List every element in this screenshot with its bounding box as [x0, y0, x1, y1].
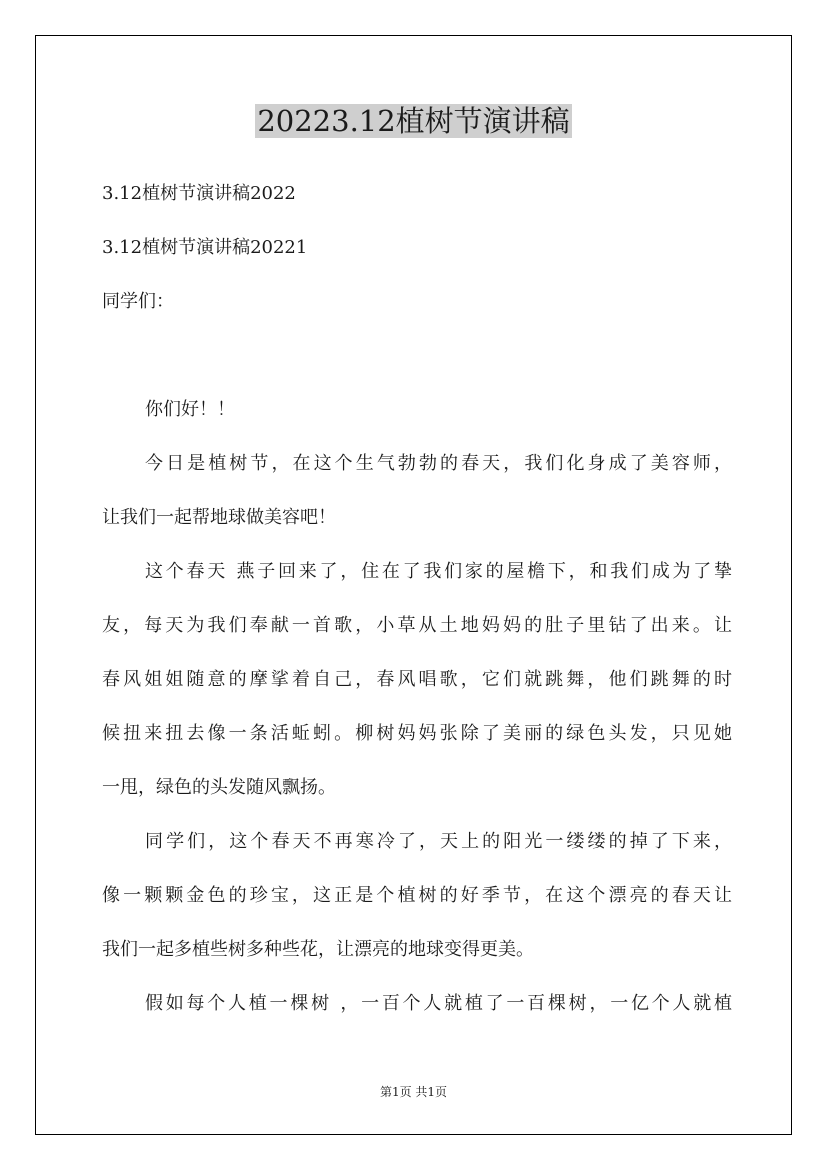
page-footer: 第1页 共1页 — [379, 1085, 448, 1099]
paragraph-line: 友，每天为我们奉献一首歌，小草从土地妈妈的肚子里钻了出来。让 — [102, 615, 732, 636]
greeting: 你们好！！ — [145, 399, 235, 420]
document-title-text: 20223.12植树节演讲稿 — [257, 104, 570, 138]
paragraph-line: 像一颗颗金色的珍宝，这正是个植树的好季节，在这个漂亮的春天让 — [102, 885, 732, 906]
paragraph-line: 候扭来扭去像一条活蚯蚓。柳树妈妈张除了美丽的绿色头发，只见她 — [102, 723, 732, 744]
paragraph-line: 这个春天 燕子回来了，住在了我们家的屋檐下，和我们成为了挚 — [145, 561, 732, 582]
paragraph-line: 今日是植树节，在这个生气勃勃的春天，我们化身成了美容师， — [145, 453, 732, 474]
paragraph-line: 春风姐姐随意的摩挲着自己，春风唱歌，它们就跳舞，他们跳舞的时 — [102, 669, 732, 690]
subtitle-line: 3.12植树节演讲稿2022 — [102, 183, 296, 204]
paragraph-line: 假如每个人植一棵树 ，一百个人就植了一百棵树，一亿个人就植 — [145, 993, 732, 1014]
paragraph-line: 我们一起多植些树多种些花，让漂亮的地球变得更美。 — [102, 939, 534, 960]
subtitle-line: 3.12植树节演讲稿20221 — [102, 237, 308, 258]
document-title — [0, 99, 827, 143]
paragraph-line: 同学们，这个春天不再寒冷了，天上的阳光一缕缕的掉了下来， — [145, 831, 732, 852]
paragraph-line: 一甩，绿色的头发随风飘扬。 — [102, 777, 336, 798]
paragraph-line: 让我们一起帮地球做美容吧！ — [102, 507, 336, 528]
salutation: 同学们： — [102, 291, 174, 312]
